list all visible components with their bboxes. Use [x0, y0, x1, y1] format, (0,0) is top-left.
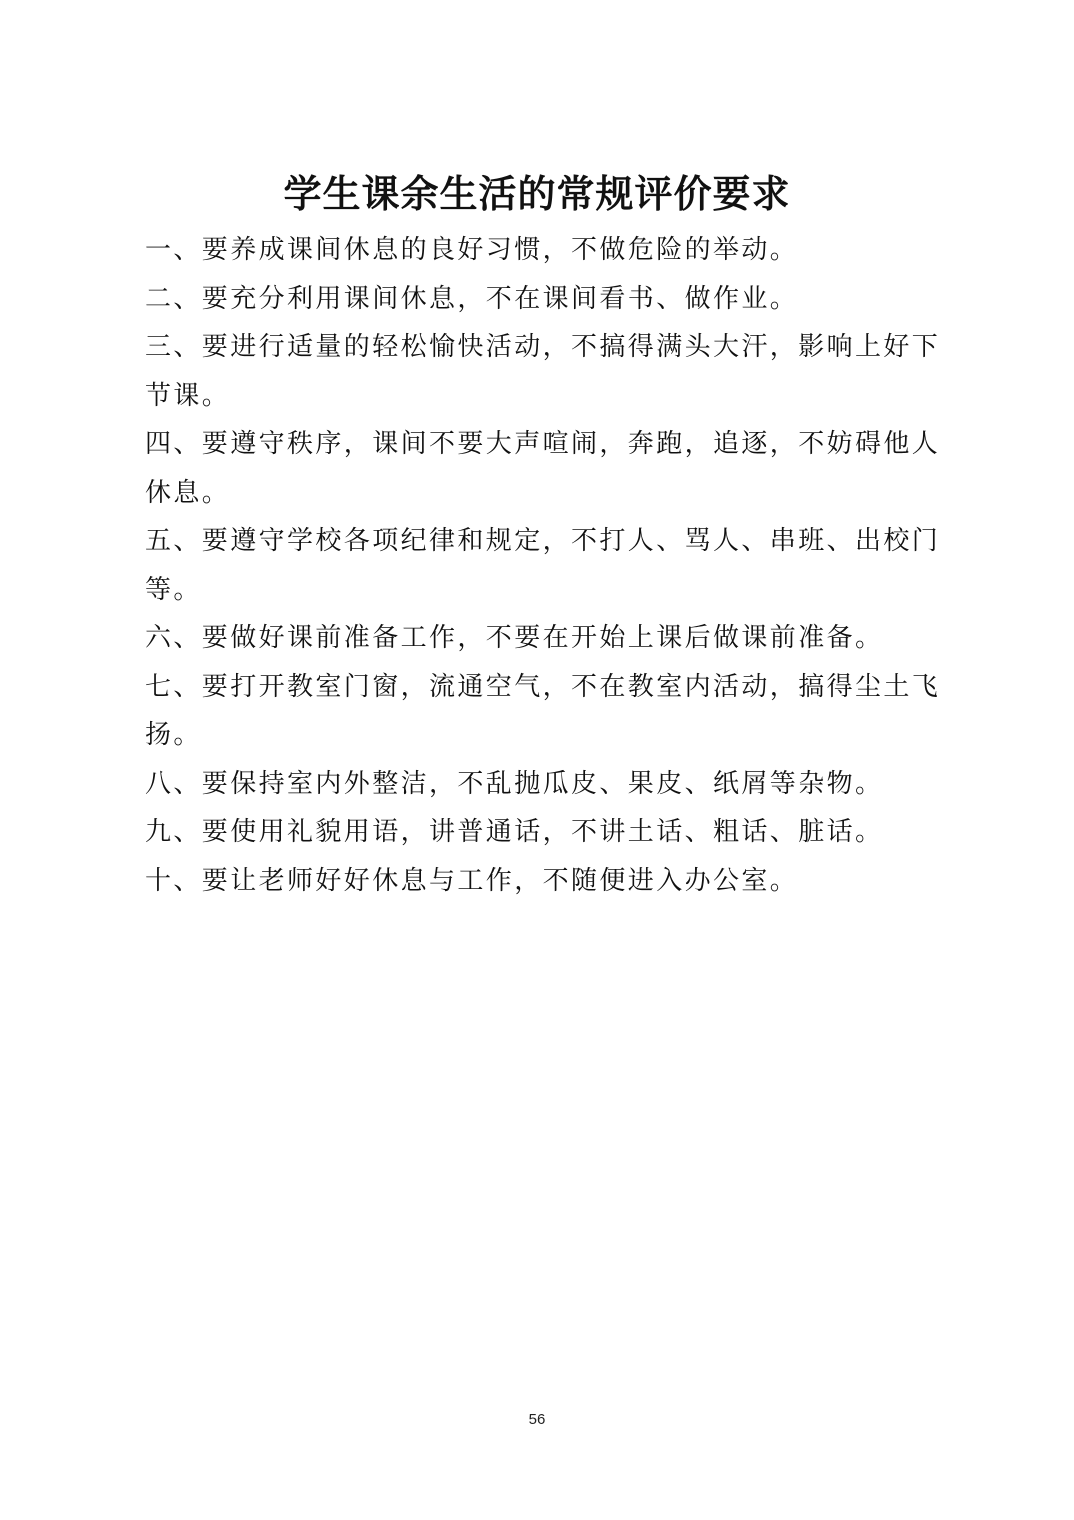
- requirement-item-1: 一、要养成课间休息的良好习惯，不做危险的举动。: [145, 235, 799, 265]
- page-number: 56: [528, 1411, 546, 1428]
- requirement-item-9: 九、要使用礼貌用语，讲普通话，不讲土话、粗话、脏话。: [145, 817, 884, 847]
- requirement-item-4: 四、要遵守秩序，课间不要大声喧闹，奔跑，追逐，不妨碍他人休息。: [145, 429, 941, 508]
- requirement-item-8: 八、要保持室内外整洁，不乱抛瓜皮、果皮、纸屑等杂物。: [145, 768, 884, 799]
- requirement-item-10: 十、要让老师好好休息与工作，不随便进入办公室。: [145, 865, 799, 896]
- requirement-item-3: 三、要进行适量的轻松愉快活动，不搞得满头大汗，影响上好下节课。: [145, 332, 941, 411]
- requirement-item-7: 七、要打开教室门窗，流通空气，不在教室内活动，搞得尘土飞扬。: [145, 671, 941, 750]
- requirement-item-6: 六、要做好课前准备工作，不要在开始上课后做课前准备。: [145, 623, 884, 653]
- document-title: 学生课余生活的常规评价要求: [283, 172, 791, 216]
- requirement-item-5: 五、要遵守学校各项纪律和规定，不打人、骂人、串班、出校门等。: [145, 526, 941, 605]
- requirements-list: [145, 226, 941, 905]
- requirement-item-2: 二、要充分利用课间休息，不在课间看书、做作业。: [145, 283, 799, 314]
